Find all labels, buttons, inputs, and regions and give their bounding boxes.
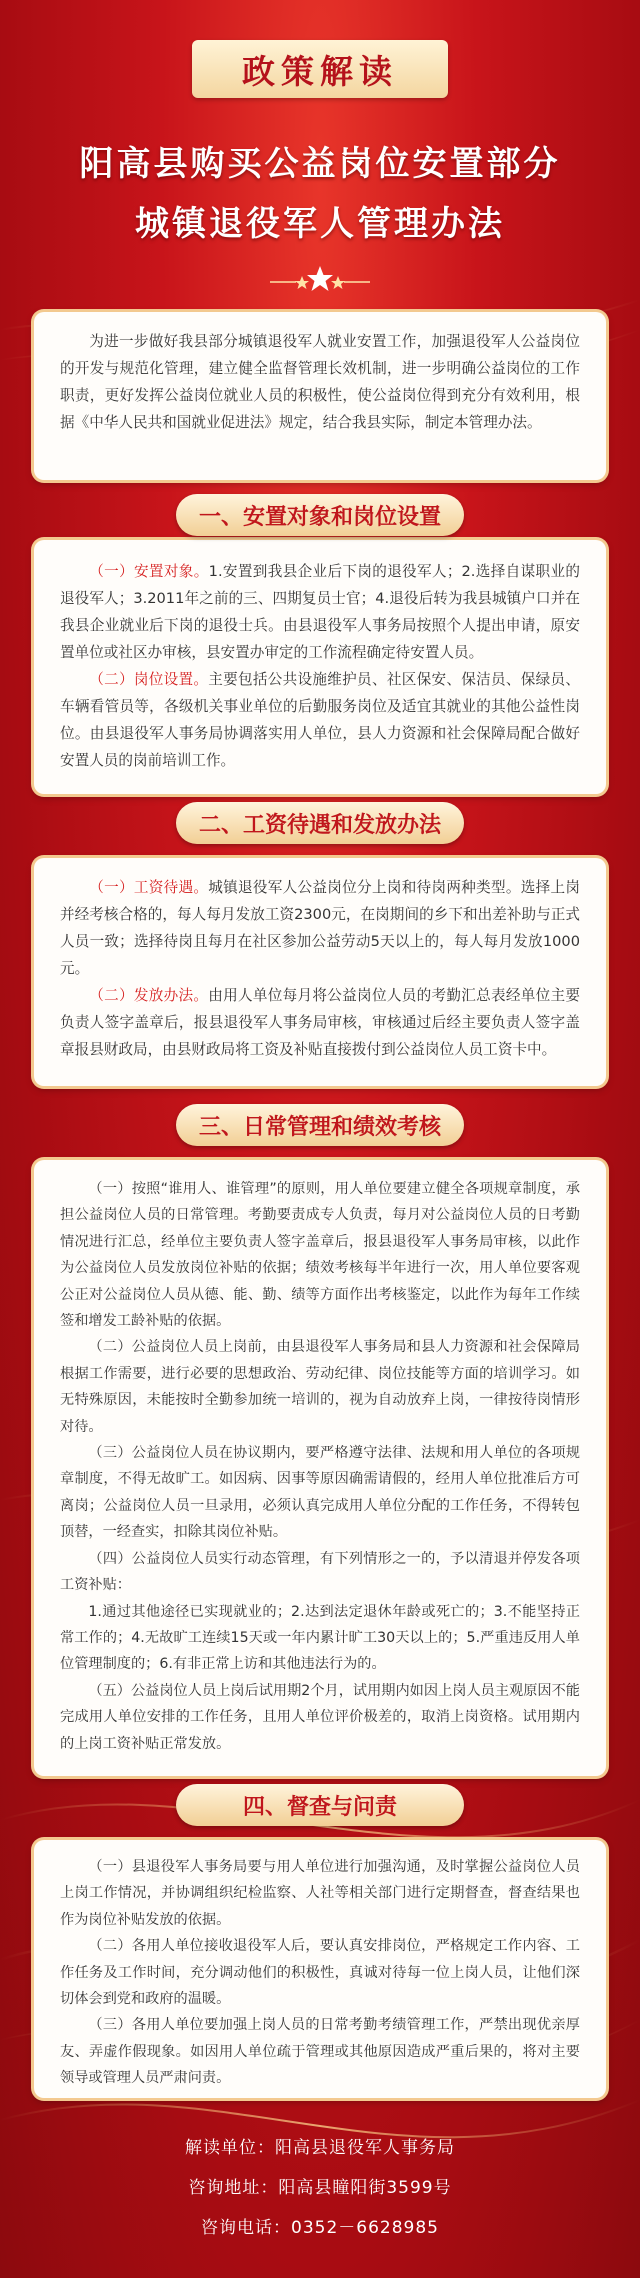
item-label: （二）岗位设置。 <box>89 671 209 688</box>
footer-unit: 解读单位：阳高县退役军人事务局 <box>185 2138 455 2158</box>
intro-card <box>34 312 606 480</box>
section-2-item-2 <box>60 982 580 1063</box>
footer-phone: 咨询电话：0352－6628985 <box>201 2218 439 2238</box>
item-label: （一）安置对象。 <box>89 563 209 580</box>
item-label: （二）发放办法。 <box>89 987 209 1004</box>
section-1-heading: 一、安置对象和岗位设置 <box>176 494 464 536</box>
page-title-line2: 城镇退役军人管理办法 <box>135 204 505 244</box>
intro-text: 为进一步做好我县部分城镇退役军人就业安置工作，加强退役军人公益岗位的开发与规范化管理，建立健全监督管理长效机制，进一步明确公益岗位的工作职责，更好发挥公益岗位就业人员的积极性，使公益岗位得到充分有效利用，根据《中华人民共和国就业促进法》规定，结合我县实际，制定本管理办法。 <box>60 333 580 431</box>
section-2-item-1 <box>60 874 580 982</box>
section-3-para-2: （二）公益岗位人员上岗前，由县退役军人事务局和县人力资源和社会保障局根据工作需要，进行必要的思想政治、劳动纪律、岗位技能等方面的培训学习。如无特殊原因，未能按时全勤参加统一培训的，视为自动放弃上岗，一律按待岗情形对待。 <box>60 1339 580 1435</box>
stars-ornament-icon <box>270 262 370 298</box>
section-3-para-5: （五）公益岗位人员上岗后试用期2个月，试用期内如因上岗人员主观原因不能完成用人单位安排的工作任务，且用人单位评价极差的，取消上岗资格。试用期内的上岗工资补贴正常发放。 <box>60 1682 580 1752</box>
page-title-line1: 阳高县购买公益岗位安置部分 <box>79 144 561 184</box>
section-3-para-3: （三）公益岗位人员在协议期内，要严格遵守法律、法规和用人单位的各项规章制度，不得无故旷工。如因病、因事等原因确需请假的，经用人单位批准后方可离岗；公益岗位人员一旦录用，必须认真完成用人单位分配的工作任务，不得转包顶替，一经查实，扣除其岗位补贴。 <box>60 1445 580 1541</box>
item-text: 主要包括公共设施维护员、社区保安、保洁员、保绿员、车辆看管员等，各级机关事业单位的后勤服务岗位及适宜其就业的其他公益性岗位。由县退役军人事务局协调落实用人单位，县人力资源和社会保障局配合做好安置人员的岗前培训工作。 <box>60 671 580 769</box>
item-label: （一）工资待遇。 <box>89 879 209 896</box>
item-text: 城镇退役军人公益岗位分上岗和待岗两种类型。选择上岗并经考核合格的，每人每月发放工资2300元，在岗期间的乡下和出差补助与正式人员一致；选择待岗且每月在社区参加公益劳动5天以上的，每人每月发放1000元。 <box>60 879 580 977</box>
section-4-para-3: （三）各用人单位要加强上岗人员的日常考勤考绩管理工作，严禁出现优亲厚友、弄虚作假现象。如因用人单位疏于管理或其他原因造成严重后果的，将对主要领导或管理人员严肃问责。 <box>60 2017 580 2087</box>
section-2-heading: 二、工资待遇和发放办法 <box>176 802 464 844</box>
section-3-list: 1.通过其他途径已实现就业的；2.达到法定退休年龄或死亡的；3.不能坚持正常工作的；4.无故旷工连续15天或一年内累计旷工30天以上的；5.严重违反用人单位管理制度的；6.有非正常上访和其他违法行为的。 <box>60 1603 580 1673</box>
section-1-card <box>34 540 606 794</box>
section-3-card <box>34 1160 606 1776</box>
section-3-heading: 三、日常管理和绩效考核 <box>176 1104 464 1146</box>
section-4-para-2: （二）各用人单位接收退役军人后，要认真安排岗位，严格规定工作内容、工作任务及工作时间，充分调动他们的积极性，真诚对待每一位上岗人员，让他们深切体会到党和政府的温暖。 <box>60 1938 580 2008</box>
section-3-para-1: （一）按照“谁用人、谁管理”的原则，用人单位要建立健全各项规章制度，承担公益岗位人员的日常管理。考勤要责成专人负责，每月对公益岗位人员的日考勤情况进行汇总，经单位主要负责人签字盖章后，报县退役军人事务局审核，以此作为公益岗位人员发放岗位补贴的依据；绩效考核每半年进行一次，用人单位要客观公正对公益岗位人员从德、能、勤、绩等方面作出考核鉴定，以此作为每年工作续签和增发工龄补贴的依据。 <box>60 1181 580 1330</box>
section-1-item-2 <box>60 666 580 774</box>
policy-tag: 政策解读 <box>192 40 448 98</box>
section-1-item-1 <box>60 558 580 666</box>
item-text: 1.安置到我县企业后下岗的退役军人；2.选择自谋职业的退役军人；3.2011年之前的三、四期复员士官；4.退役后转为我县城镇户口并在我县企业就业后下岗的退役士兵。由县退役军人事务局按照个人提出申请，原安置单位或社区办审核，县安置办审定的工作流程确定待安置人员。 <box>60 563 580 661</box>
footer-address: 咨询地址：阳高县瞳阳街3599号 <box>188 2178 452 2198</box>
section-4-card <box>34 1840 606 2098</box>
section-3-para-4: （四）公益岗位人员实行动态管理，有下列情形之一的，予以清退并停发各项工资补贴： <box>60 1550 580 1594</box>
section-4-heading: 四、督查与问责 <box>176 1784 464 1826</box>
section-2-card <box>34 858 606 1086</box>
section-4-para-1: （一）县退役军人事务局要与用人单位进行加强沟通，及时掌握公益岗位人员上岗工作情况，并协调组织纪检监察、人社等相关部门进行定期督查，督查结果也作为岗位补贴发放的依据。 <box>60 1859 580 1928</box>
item-text: 由用人单位每月将公益岗位人员的考勤汇总表经单位主要负责人签字盖章后，报县退役军人事务局审核，审核通过后经主要负责人签字盖章报县财政局，由县财政局将工资及补贴直接拨付到公益岗位人员工资卡中。 <box>60 987 580 1058</box>
